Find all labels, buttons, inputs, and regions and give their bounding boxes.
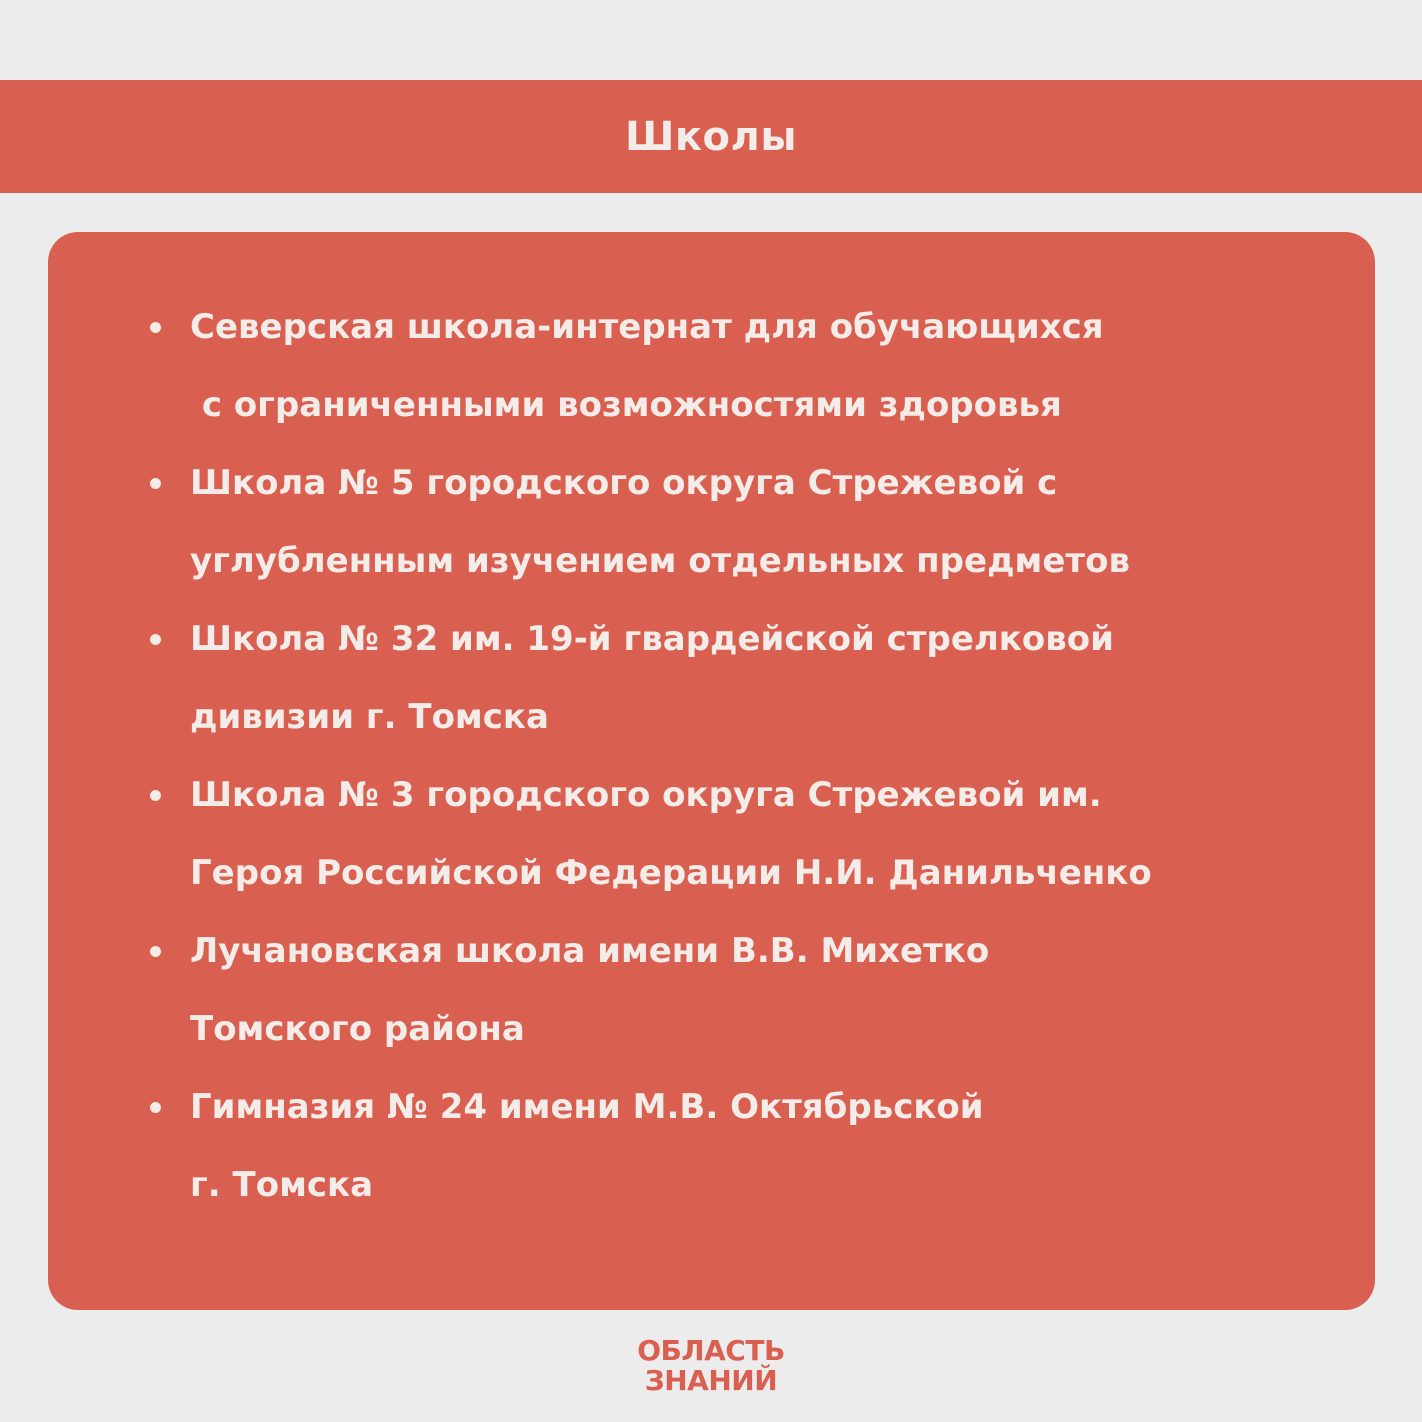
list-item-line: углубленным изучением отдельных предметов [190,541,1130,581]
list-item-line: Лучановская школа имени В.В. Михетко [190,931,990,971]
list-item-line: Школа № 5 городского округа Стрежевой с [190,463,1058,503]
list-item [142,288,1322,444]
page-title: Школы [624,113,797,160]
list-item-line: дивизии г. Томска [190,697,549,737]
logo-line-1: ОБЛАСТЬ [637,1334,785,1367]
list-item [142,912,1322,1068]
list-item-line: Школа № 3 городского округа Стрежевой им. [190,775,1102,815]
list-item-line: с ограниченными возможностями здоровья [190,385,1062,425]
bullet-icon [150,634,161,645]
brand-logo [0,1336,1422,1396]
school-list [142,288,1322,1224]
list-item [142,756,1322,912]
list-item-line: Томского района [190,1009,525,1049]
list-item-line: Гимназия № 24 имени М.В. Октябрьской [190,1087,984,1127]
bullet-icon [150,478,161,489]
list-item [142,600,1322,756]
logo-line-2: ЗНАНИЙ [644,1364,778,1397]
list-item-line: Северская школа-интернат для обучающихся [190,307,1104,347]
list-item-line: Школа № 32 им. 19-й гвардейской стрелковой [190,619,1114,659]
list-item-line: Героя Российской Федерации Н.И. Данильченко [190,853,1152,893]
bullet-icon [150,1102,161,1113]
bullet-icon [150,946,161,957]
bullet-icon [150,322,161,333]
list-item [142,1068,1322,1224]
list-item-line: г. Томска [190,1165,374,1205]
list-item [142,444,1322,600]
bullet-icon [150,790,161,801]
header-band [0,80,1422,193]
